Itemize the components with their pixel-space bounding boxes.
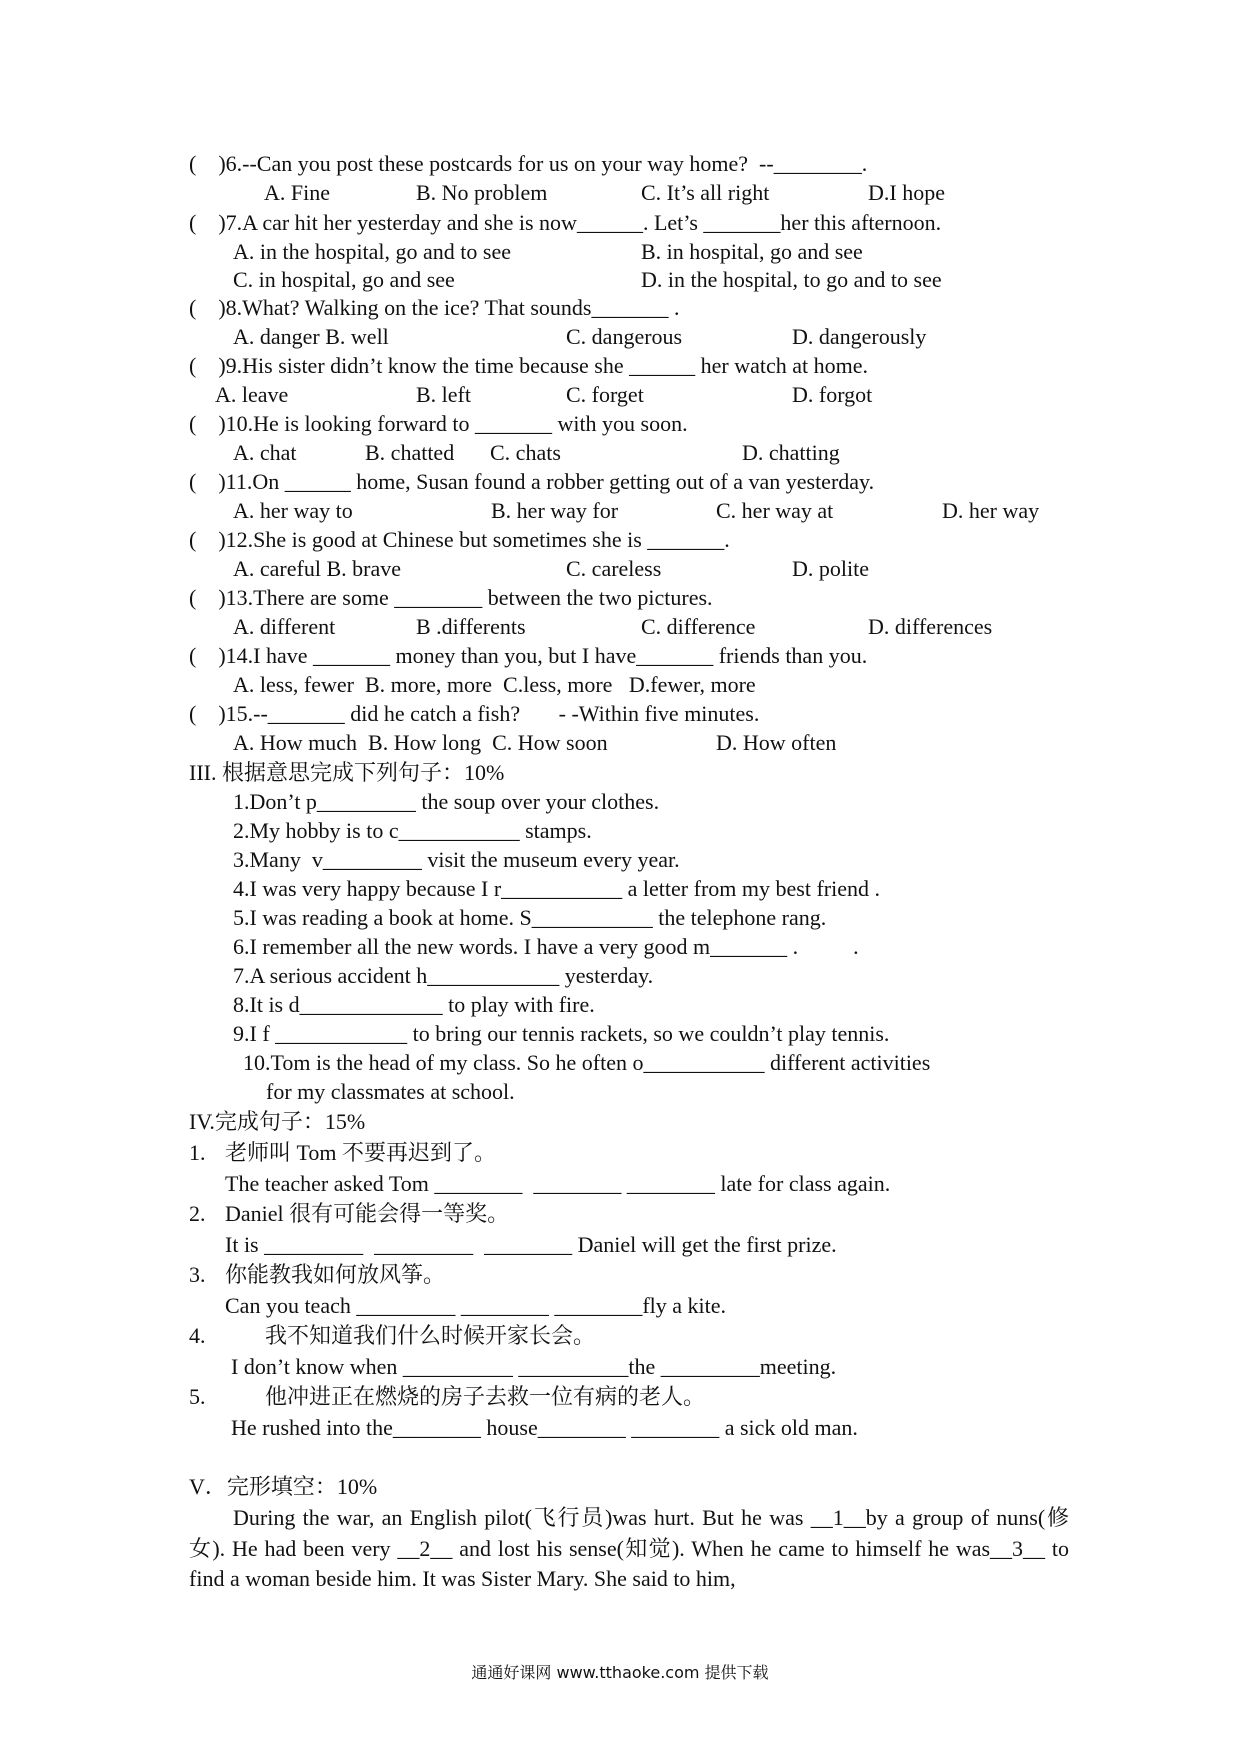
answer-option: A. How much B. How long C. How soon: [233, 730, 608, 755]
answer-option: D. polite: [792, 556, 869, 581]
answer-option: A. chat: [233, 440, 297, 465]
answer-option: C. It’s all right: [641, 180, 770, 205]
answer-option: B. in hospital, go and see: [641, 239, 863, 264]
answer-option: C. dangerous: [566, 324, 683, 349]
section-heading: III. 根据意思完成下列句子：10%: [189, 760, 505, 785]
answer-option: C. difference: [641, 614, 756, 639]
answer-option: C. in hospital, go and see: [233, 267, 455, 292]
item-number: 1.: [189, 1140, 206, 1165]
cloze-passage-text: During the war, an English pilot(飞行员)was hurt. But he was __1__by a group of nuns(修女). He had been very __2__ and lost his sense(知觉). When he came to himself he was__3__ to find a woman beside him. It was Sister Mary. She said to him,: [189, 1505, 1069, 1591]
fill-in-item: 8.It is d_____________ to play with fire.: [233, 992, 595, 1017]
chinese-sentence: 你能教我如何放风筝。: [225, 1262, 446, 1287]
fill-in-item: 5.I was reading a book at home. S___________ the telephone rang.: [233, 905, 827, 930]
fill-in-item: 6.I remember all the new words. I have a very good m_______ . .: [233, 934, 859, 959]
answer-option: C. careless: [566, 556, 662, 581]
english-sentence: He rushed into the________ house________ ________ a sick old man.: [231, 1415, 858, 1440]
chinese-sentence: 他冲进正在燃烧的房子去救一位有病的老人。: [265, 1384, 706, 1409]
page-footer: 通通好课网 www.tthaoke.com 提供下载: [471, 1663, 769, 1682]
answer-option: D. How often: [716, 730, 837, 755]
answer-option: B. No problem: [416, 180, 548, 205]
answer-option: C. chats: [490, 440, 561, 465]
answer-option: A. different: [233, 614, 336, 639]
item-number: 2.: [189, 1201, 206, 1226]
answer-option: A. careful B. brave: [233, 556, 401, 581]
fill-in-item: 3.Many v_________ visit the museum every year.: [233, 847, 680, 872]
english-sentence: It is _________ _________ ________ Daniel will get the first prize.: [225, 1232, 837, 1257]
english-sentence: I don’t know when __________ __________the _________meeting.: [231, 1354, 837, 1379]
answer-option: C. forget: [566, 382, 644, 407]
answer-option: D. chatting: [742, 440, 840, 465]
section-heading: V．完形填空：10%: [189, 1474, 378, 1499]
answer-option: A. less, fewer B. more, more C.less, more D.fewer, more: [233, 672, 756, 697]
answer-option: A. her way to: [233, 498, 353, 523]
item-number: 4.: [189, 1323, 206, 1348]
answer-option: D. dangerously: [792, 324, 927, 349]
item-number: 5.: [189, 1384, 206, 1409]
fill-in-item: 7.A serious accident h____________ yesterday.: [233, 963, 654, 988]
question-stem: ( )8.What? Walking on the ice? That sounds_______ .: [189, 295, 680, 320]
answer-option: A. in the hospital, go and to see: [233, 239, 512, 264]
question-stem: ( )13.There are some ________ between the two pictures.: [189, 585, 713, 610]
answer-option: A. leave: [215, 382, 289, 407]
question-stem: ( )15.--_______ did he catch a fish? - -Within five minutes.: [189, 701, 760, 726]
fill-in-item: 2.My hobby is to c___________ stamps.: [233, 818, 592, 843]
answer-option: D. forgot: [792, 382, 873, 407]
question-stem: ( )14.I have _______ money than you, but I have_______ friends than you.: [189, 643, 868, 668]
answer-option: B. her way for: [491, 498, 619, 523]
answer-option: D. her way: [942, 498, 1040, 523]
question-stem: ( )10.He is looking forward to _______ with you soon.: [189, 411, 688, 436]
question-stem: ( )11.On ______ home, Susan found a robber getting out of a van yesterday.: [189, 469, 875, 494]
chinese-sentence: 我不知道我们什么时候开家长会。: [265, 1323, 596, 1348]
question-stem: ( )9.His sister didn’t know the time because she ______ her watch at home.: [189, 353, 868, 378]
answer-option: D. differences: [868, 614, 993, 639]
fill-in-item: 9.I f ____________ to bring our tennis rackets, so we couldn’t play tennis.: [233, 1021, 890, 1046]
chinese-sentence: Daniel 很有可能会得一等奖。: [225, 1201, 510, 1226]
fill-in-item: for my classmates at school.: [266, 1079, 515, 1104]
answer-option: C. her way at: [716, 498, 834, 523]
answer-option: D. in the hospital, to go and to see: [641, 267, 942, 292]
answer-option: B. left: [416, 382, 471, 407]
fill-in-item: 4.I was very happy because I r___________ a letter from my best friend .: [233, 876, 880, 901]
item-number: 3.: [189, 1262, 206, 1287]
cloze-passage: [189, 1503, 1069, 1595]
answer-option: B. chatted: [365, 440, 455, 465]
english-sentence: The teacher asked Tom ________ ________ ________ late for class again.: [225, 1171, 891, 1196]
fill-in-item: 1.Don’t p_________ the soup over your clothes.: [233, 789, 660, 814]
question-stem: ( )12.She is good at Chinese but sometimes she is _______.: [189, 527, 730, 552]
answer-option: A. Fine: [264, 180, 330, 205]
english-sentence: Can you teach _________ ________ ________fly a kite.: [225, 1293, 727, 1318]
answer-option: B .differents: [416, 614, 526, 639]
question-stem: ( )7.A car hit her yesterday and she is now______. Let’s _______her this afternoon.: [189, 210, 942, 235]
section-heading: IV.完成句子：15%: [189, 1109, 366, 1134]
answer-option: D.I hope: [868, 180, 945, 205]
chinese-sentence: 老师叫 Tom 不要再迟到了。: [225, 1140, 497, 1165]
question-stem: ( )6.--Can you post these postcards for us on your way home? --________.: [189, 151, 868, 176]
fill-in-item: 10.Tom is the head of my class. So he often o___________ different activities: [243, 1050, 931, 1075]
answer-option: A. danger B. well: [233, 324, 389, 349]
